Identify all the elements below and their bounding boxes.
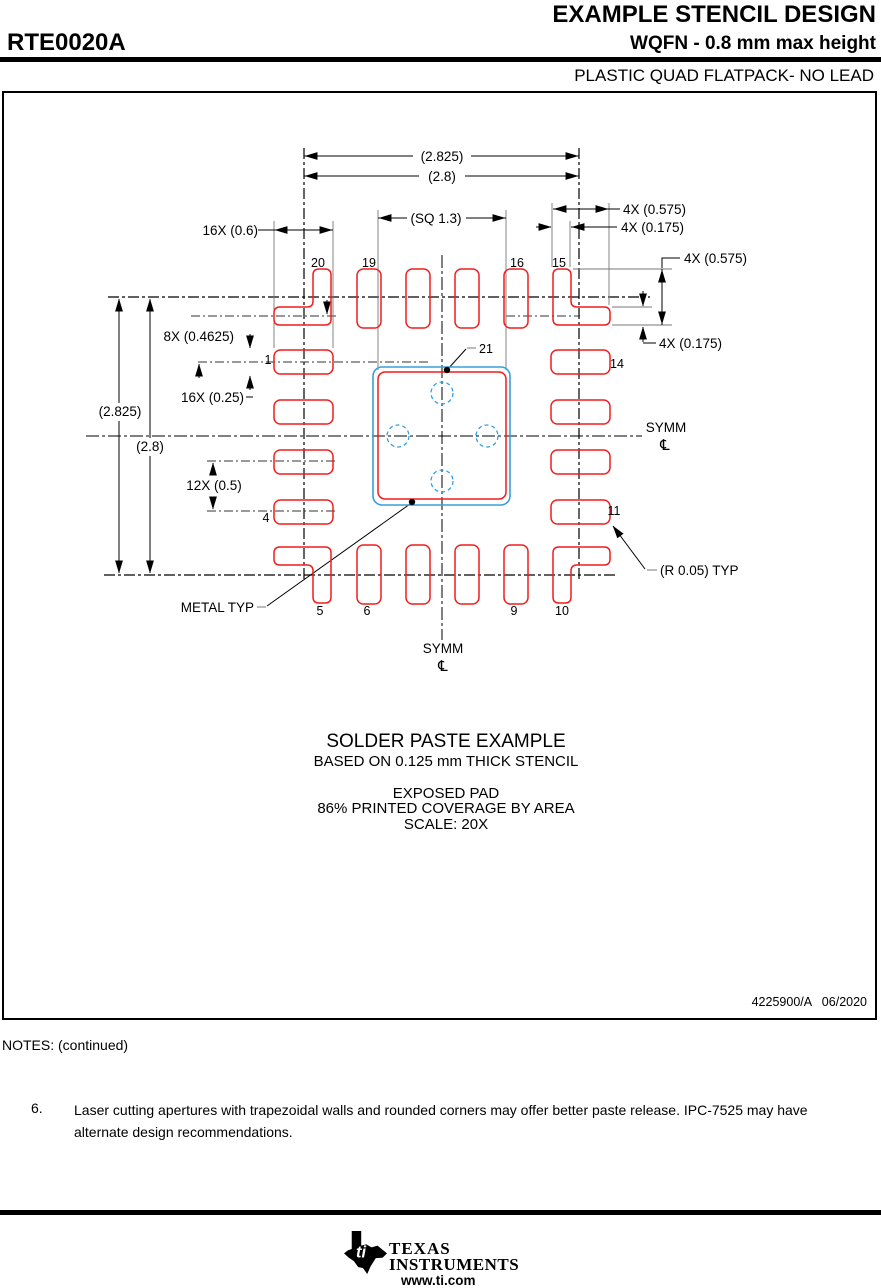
pad-aperture-17 <box>455 269 479 328</box>
pin-label-16: 16 <box>510 256 524 270</box>
pad-aperture-18 <box>406 269 430 328</box>
package-height-subtitle: WQFN - 0.8 mm max height <box>630 33 876 54</box>
package-edge-lines <box>104 148 650 580</box>
dim-pad-length: 16X (0.6) <box>202 223 258 238</box>
pad-aperture-11 <box>551 500 610 524</box>
pin-label-14: 14 <box>610 357 624 371</box>
dim-overall-width: (2.825) <box>420 149 464 164</box>
note-item-text: Laser cutting apertures with trapezoidal walls and rounded corners may offer better paste release. IPC-7525 may have alternate design recommendations. <box>74 1102 808 1140</box>
pin-label-15: 15 <box>552 256 566 270</box>
dim-body-height: (2.8) <box>136 439 164 454</box>
pin-label-4: 4 <box>262 511 270 525</box>
corner-aperture-10 <box>553 547 610 603</box>
dim-corner-length-right: 4X (0.575) <box>684 251 748 266</box>
dim-pitch: 12X (0.5) <box>186 478 242 493</box>
caption-scale: SCALE: 20X <box>403 816 489 833</box>
centerline-symbol-bottom: ℄ <box>438 657 448 675</box>
pin-label-10: 10 <box>555 604 569 618</box>
dim-center-pad: (SQ 1.3) <box>410 211 462 226</box>
metal-leader-dot <box>409 499 415 505</box>
page-title: EXAMPLE STENCIL DESIGN <box>552 1 876 28</box>
dim-corner-width-top: 4X (0.175) <box>621 220 685 235</box>
pad-centerlines <box>191 316 580 511</box>
dim-pad-width: 16X (0.25) <box>180 390 244 405</box>
doc-number: 4225900/A 06/2020 <box>751 995 867 1009</box>
pin-label-6: 6 <box>363 604 371 618</box>
pin-label-1: 1 <box>264 353 272 367</box>
caption-title: SOLDER PASTE EXAMPLE <box>326 731 566 752</box>
notes-heading: NOTES: (continued) <box>2 1037 129 1053</box>
part-number: RTE0020A <box>7 29 126 56</box>
pin-label-21: 21 <box>479 342 493 356</box>
pin21-leader-dot <box>444 367 450 373</box>
dimension-lines <box>119 156 680 573</box>
brand-instruments: INSTRUMENTS <box>389 1255 520 1274</box>
pad-aperture-14 <box>551 350 610 374</box>
dim-corner-radius: (R 0.05) TYP <box>660 563 739 578</box>
footer-rule <box>0 1210 881 1215</box>
pin-label-9: 9 <box>510 604 518 618</box>
symm-label-right: SYMM <box>645 420 687 435</box>
dim-body-width: (2.8) <box>428 169 456 184</box>
note-item-number: 6. <box>31 1100 43 1116</box>
leader-lines <box>257 348 657 607</box>
corner-aperture-15 <box>553 269 610 325</box>
pad-aperture-13 <box>551 400 610 424</box>
metal-typ-label: METAL TYP <box>180 600 254 615</box>
symmetry-lines <box>86 255 642 640</box>
caption-stencil-basis: BASED ON 0.125 mm THICK STENCIL <box>313 753 579 770</box>
dim-corner-width-right: 4X (0.175) <box>659 336 723 351</box>
ti-url: www.ti.com <box>401 1273 476 1288</box>
ti-logo-icon <box>344 1230 387 1275</box>
ti-logo-ti-text: ti <box>356 1243 367 1262</box>
pin-label-11: 11 <box>607 504 621 518</box>
pin-labels <box>263 256 624 618</box>
caption-coverage: 86% PRINTED COVERAGE BY AREA <box>317 800 575 817</box>
brand-texas: TEXAS <box>389 1239 451 1258</box>
extension-lines <box>274 203 672 370</box>
dim-row-spacing: 8X (0.4625) <box>163 329 234 344</box>
caption-exposed-pad: EXPOSED PAD <box>392 785 500 802</box>
dim-overall-height: (2.825) <box>98 404 142 419</box>
symm-label-bottom: SYMM <box>422 641 464 656</box>
package-type: PLASTIC QUAD FLATPACK- NO LEAD <box>574 66 874 85</box>
pin-label-19: 19 <box>362 256 376 270</box>
pad-aperture-19 <box>357 269 381 328</box>
pin-label-5: 5 <box>316 604 324 618</box>
pad-aperture-16 <box>504 269 528 328</box>
centerline-symbol-right: ℄ <box>660 436 670 454</box>
dim-corner-length-top: 4X (0.575) <box>623 202 687 217</box>
pad-aperture-12 <box>551 450 610 474</box>
dimension-labels <box>99 149 747 675</box>
pin-label-20: 20 <box>311 256 325 270</box>
